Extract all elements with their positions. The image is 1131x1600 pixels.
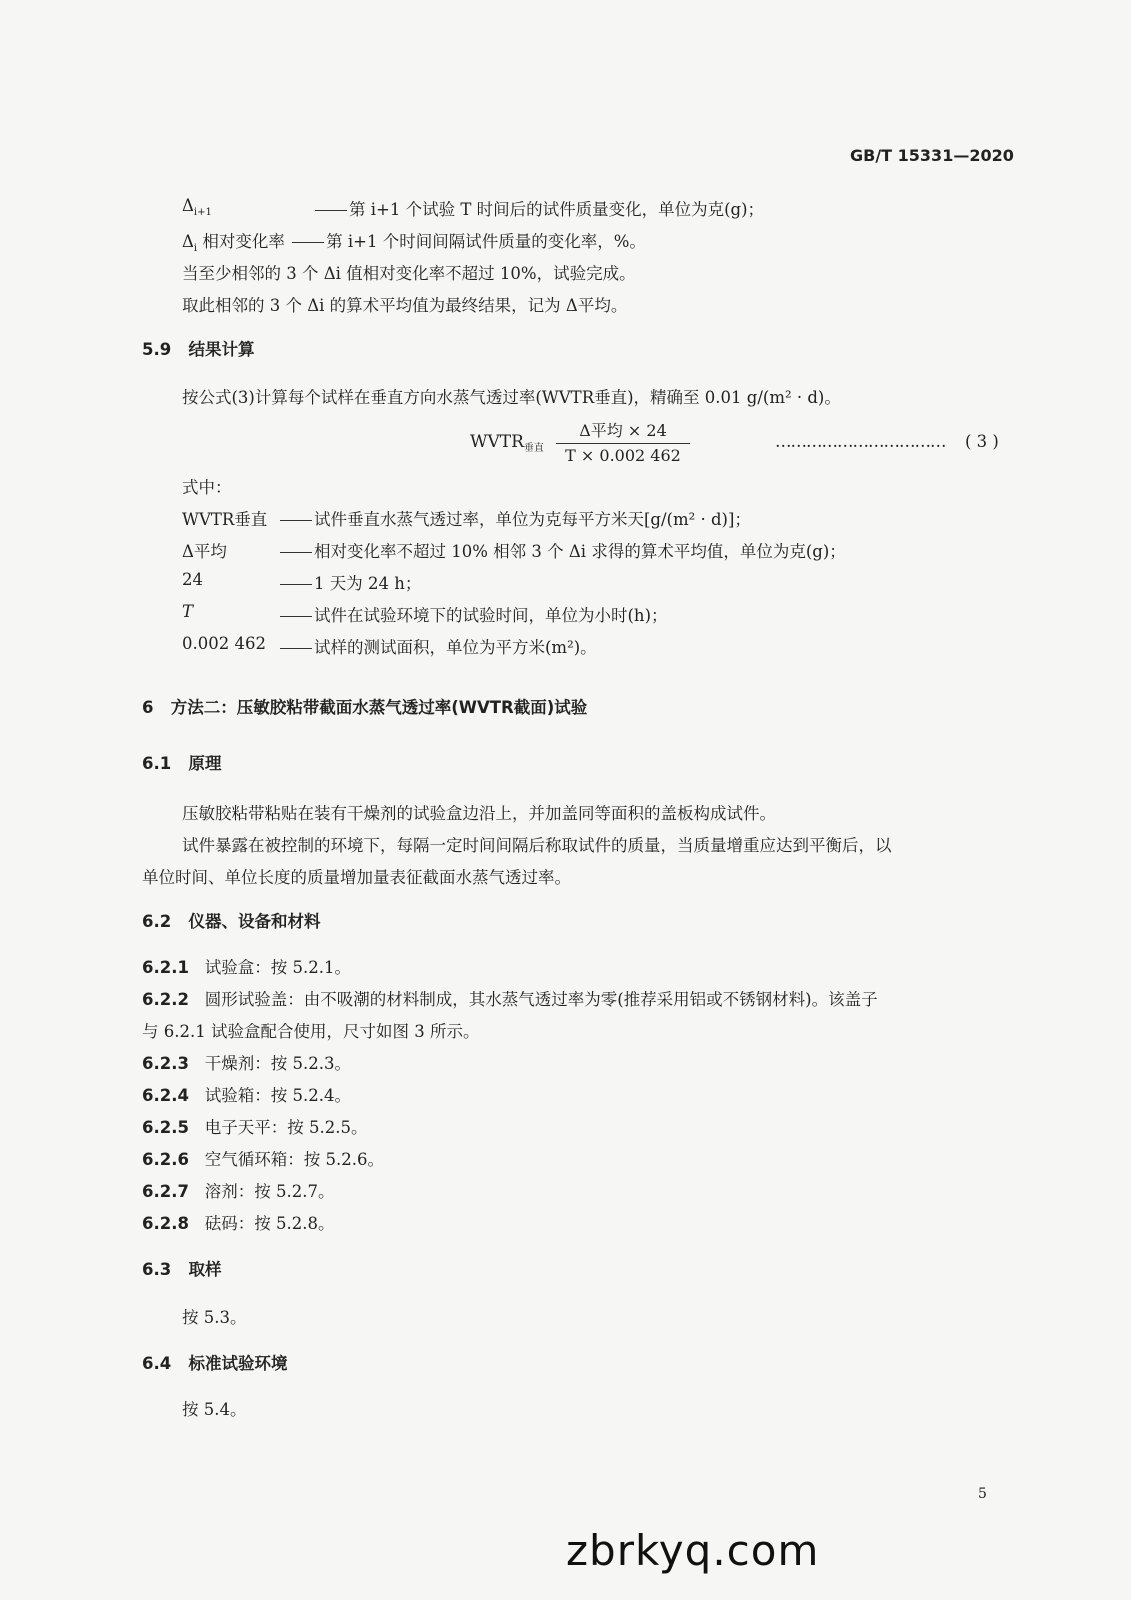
formula-denominator: T × 0.002 462	[565, 446, 681, 465]
def-symbol-sub: i+1	[193, 207, 212, 218]
item-number: 6.2.3	[142, 1054, 189, 1073]
item-text: 溶剂：按 5.2.7。	[204, 1182, 335, 1201]
item-number: 6.2.8	[142, 1214, 189, 1233]
em-dash	[280, 616, 312, 617]
def-symbol: Δ平均	[182, 542, 227, 561]
item-number: 6.2.1	[142, 958, 189, 977]
def-symbol: T	[182, 602, 194, 621]
def-text: 试样的测试面积，单位为平方米(m²)。	[314, 638, 597, 657]
paragraph: 按公式(3)计算每个试样在垂直方向水蒸气透过率(WVTR垂直)，精确至 0.01 g/(m² · d)。	[182, 388, 841, 407]
item-number: 6.2.7	[142, 1182, 189, 1201]
def-symbol: Δ	[182, 232, 194, 251]
item-text: 试验盒：按 5.2.1。	[204, 958, 351, 977]
section-heading-6-2	[142, 908, 320, 932]
section-number: 6.1	[142, 754, 172, 773]
section-number: 6.3	[142, 1260, 172, 1279]
item-text: 干燥剂：按 5.2.3。	[204, 1054, 351, 1073]
item-text: 试验箱：按 5.2.4。	[204, 1086, 351, 1105]
section-heading-6-4	[142, 1350, 287, 1374]
list-item	[142, 1114, 367, 1138]
section-title: 方法二：压敏胶粘带截面水蒸气透过率(WVTR截面)试验	[170, 698, 588, 717]
def-delta-i1-desc	[313, 196, 764, 220]
formula-fraction	[556, 418, 690, 465]
paragraph: 按 5.3。	[182, 1308, 247, 1327]
list-item	[142, 1050, 351, 1074]
em-dash	[280, 584, 312, 585]
def-desc	[278, 570, 421, 594]
def-desc	[278, 506, 751, 530]
section-title: 标准试验环境	[188, 1354, 288, 1373]
paragraph: 取此相邻的 3 个 Δi 的算术平均值为最终结果，记为 Δ平均。	[182, 296, 628, 315]
item-number: 6.2.5	[142, 1118, 189, 1137]
item-text: 砝码：按 5.2.8。	[204, 1214, 335, 1233]
section-number: 6.2	[142, 912, 172, 931]
em-dash	[280, 648, 312, 649]
paragraph: 当至少相邻的 3 个 Δi 值相对变化率不超过 10%，试验完成。	[182, 264, 636, 283]
def-symbol: 24	[182, 570, 203, 589]
em-dash	[280, 520, 312, 521]
def-desc: 第 i+1 个时间间隔试件质量的变化率，%。	[326, 232, 646, 251]
formula-numerator: Δ平均 × 24	[556, 418, 690, 444]
def-text: 1 天为 24 h；	[314, 574, 422, 593]
def-delta-i1	[182, 196, 212, 218]
def-symbol: 0.002 462	[182, 634, 266, 653]
page-number: 5	[978, 1486, 987, 1502]
section-number: 6.4	[142, 1354, 172, 1373]
item-text: 圆形试验盖：由不吸潮的材料制成，其水蒸气透过率为零(推荐采用铝或不锈钢材料)。该盖子	[204, 990, 878, 1009]
list-item	[142, 1146, 384, 1170]
section-title: 仪器、设备和材料	[188, 912, 321, 931]
formula-lhs	[470, 432, 544, 454]
section-number: 6	[142, 698, 154, 717]
formula-lhs-main: WVTR	[470, 432, 524, 452]
item-number: 6.2.4	[142, 1086, 189, 1105]
def-delta-i-rate	[182, 228, 646, 254]
formula-number: ( 3 )	[965, 432, 999, 451]
paragraph: 试件暴露在被控制的环境下，每隔一定时间间隔后称取试件的质量，当质量增重应达到平衡后，以	[182, 836, 892, 855]
formula-lhs-sub: 垂直	[523, 443, 544, 454]
paragraph: 单位时间、单位长度的质量增加量表征截面水蒸气透过率。	[142, 868, 571, 887]
item-text: 电子天平：按 5.2.5。	[204, 1118, 368, 1137]
item-number: 6.2.6	[142, 1150, 189, 1169]
section-title: 取样	[188, 1260, 222, 1279]
list-item-continuation: 与 6.2.1 试验盒配合使用，尺寸如图 3 所示。	[142, 1022, 480, 1041]
list-item	[142, 1210, 334, 1234]
def-symbol-sub: i	[193, 243, 198, 254]
em-dash	[292, 242, 324, 243]
paragraph: 按 5.4。	[182, 1400, 247, 1419]
section-heading-6	[142, 694, 587, 718]
section-heading-6-1	[142, 750, 221, 774]
section-title: 结果计算	[188, 340, 255, 359]
em-dash	[280, 552, 312, 553]
def-desc: 第 i+1 个试验 T 时间后的试件质量变化，单位为克(g)；	[349, 200, 765, 219]
list-item	[142, 1082, 351, 1106]
def-text: 试件垂直水蒸气透过率，单位为克每平方米天[g/(m² · d)]；	[314, 510, 751, 529]
def-symbol-extra: 相对变化率	[197, 232, 285, 251]
watermark: zbrkyq.com	[566, 1526, 820, 1575]
def-desc	[278, 538, 846, 562]
item-number: 6.2.2	[142, 990, 189, 1009]
list-item	[142, 954, 351, 978]
section-title: 原理	[188, 754, 222, 773]
list-item	[142, 1178, 334, 1202]
section-heading-5-9	[142, 336, 254, 360]
em-dash	[315, 210, 347, 211]
where-label: 式中：	[182, 478, 232, 497]
list-item	[142, 986, 878, 1010]
def-desc	[278, 602, 668, 626]
def-text: 试件在试验环境下的试验时间，单位为小时(h)；	[314, 606, 668, 625]
def-symbol: WVTR垂直	[182, 510, 268, 529]
item-text: 空气循环箱：按 5.2.6。	[204, 1150, 384, 1169]
formula-leader: ……………………………	[775, 432, 946, 451]
standard-number: GB/T 15331—2020	[850, 146, 1014, 165]
section-number: 5.9	[142, 340, 172, 359]
def-text: 相对变化率不超过 10% 相邻 3 个 Δi 求得的算术平均值，单位为克(g)；	[314, 542, 846, 561]
def-symbol: Δ	[182, 196, 194, 215]
section-heading-6-3	[142, 1256, 221, 1280]
paragraph: 压敏胶粘带粘贴在装有干燥剂的试验盒边沿上，并加盖同等面积的盖板构成试件。	[182, 804, 776, 823]
def-desc	[278, 634, 597, 658]
